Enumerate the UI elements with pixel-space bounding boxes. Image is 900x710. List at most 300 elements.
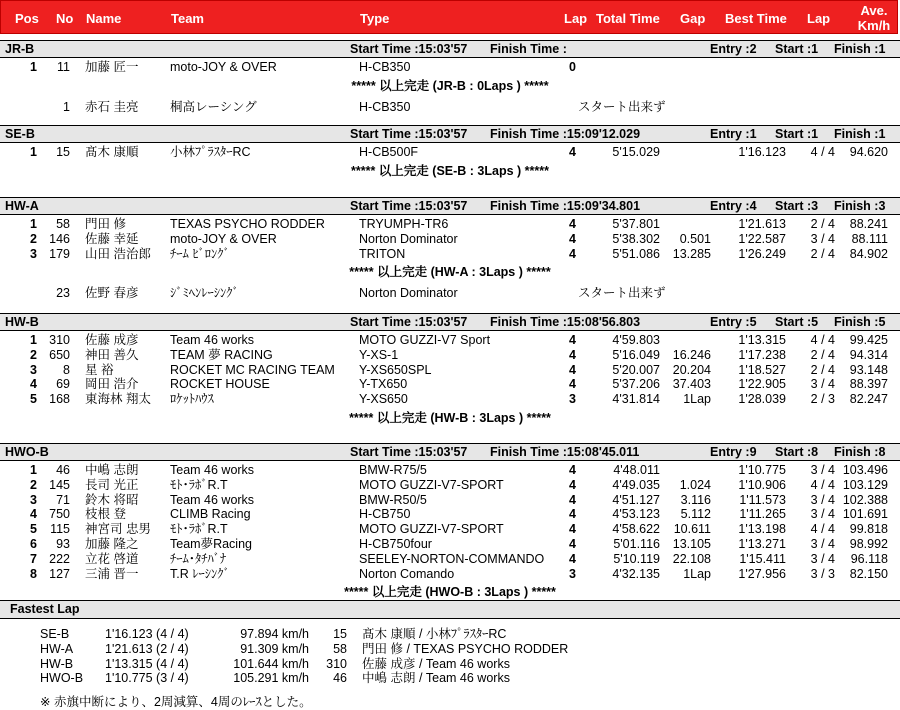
average-speed: 88.111 (851, 231, 888, 246)
class-name: HW-B (5, 315, 39, 329)
rider-name: 東海林 翔太 (85, 392, 151, 407)
pos: 1 (30, 217, 37, 231)
best-lap: 3 / 4 (810, 492, 835, 507)
laps: 4 (569, 333, 576, 347)
best-time: 1'22.587 (738, 231, 786, 246)
start-count: Start :1 (775, 42, 819, 56)
machine-type: Norton Dominator (359, 286, 458, 301)
rider-name: 星 裕 (85, 362, 114, 377)
best-time: 1'18.527 (738, 362, 786, 377)
result-row (0, 537, 900, 552)
col-ave: Ave. Km/h (857, 3, 891, 33)
class-name: HW-A (5, 199, 39, 213)
gap: 13.105 (672, 536, 711, 551)
result-row (0, 333, 900, 348)
no: 127 (49, 566, 70, 581)
gap: 37.403 (672, 377, 711, 392)
team: T.R ﾚｰｼﾝｸﾞ (170, 566, 230, 581)
rider-name: 山田 浩治郎 (85, 246, 151, 261)
fastest-lap-title: Fastest Lap (0, 600, 900, 619)
finished-summary-text: ***** 以上完走 (JR-B : 0Laps ) ***** (351, 78, 549, 93)
finished-summary-text: ***** 以上完走 (HW-B : 3Laps ) ***** (349, 410, 551, 425)
average-speed: 102.388 (842, 492, 888, 507)
average-speed: 88.397 (849, 377, 888, 392)
best-time: 1'13.271 (738, 536, 786, 551)
entry-count: Entry :4 (710, 199, 757, 213)
pos: 3 (30, 246, 37, 261)
laps: 4 (569, 536, 576, 551)
pos: 4 (30, 507, 37, 522)
laps: 4 (569, 347, 576, 362)
laps: 4 (569, 145, 576, 159)
laps: 4 (569, 377, 576, 392)
team: moto-JOY & OVER (170, 231, 277, 246)
total-time: 5'01.116 (613, 536, 660, 551)
gap: 1Lap (683, 566, 711, 581)
no: 58 (333, 641, 347, 656)
class-section (0, 40, 900, 115)
fastest-lap-row (0, 642, 900, 657)
total-time: 5'10.119 (613, 551, 660, 566)
no: 310 (326, 656, 347, 671)
best-time: 1'27.956 (738, 566, 786, 581)
pos: 5 (30, 522, 37, 537)
col-total-time: Total Time (596, 11, 660, 26)
gap: 16.246 (672, 347, 711, 362)
no: 179 (49, 246, 70, 261)
rider-name: 加藤 匠一 (85, 60, 139, 74)
average-speed: 98.992 (849, 536, 888, 551)
finish-count: Finish :1 (834, 42, 886, 56)
best-lap: 3 / 4 (810, 536, 835, 551)
result-row (0, 145, 900, 160)
best-time: 1'10.906 (738, 477, 786, 492)
finish-count: Finish :3 (834, 199, 886, 213)
result-row (0, 392, 900, 407)
total-time: 4'59.803 (612, 333, 660, 347)
total-time: 5'15.029 (612, 145, 660, 159)
total-time: 4'31.814 (612, 392, 660, 407)
entry-count: Entry :5 (710, 315, 757, 329)
class-header (0, 313, 900, 331)
laps: 0 (569, 60, 576, 74)
rider-name: 中嶋 志朗 (85, 463, 139, 477)
team: Team 46 works (170, 463, 255, 477)
result-row (0, 463, 900, 478)
status: スタート出来ず (578, 99, 666, 114)
gap: 1.024 (679, 477, 711, 492)
best-lap: 3 / 4 (810, 231, 835, 246)
rider-name: 髙木 康順 (85, 145, 139, 159)
best-time: 1'16.123 (738, 145, 786, 159)
best-lap: 2 / 4 (810, 347, 835, 362)
laps: 4 (569, 492, 576, 507)
pos: 1 (30, 60, 37, 74)
result-row (0, 348, 900, 363)
class-section (0, 197, 900, 301)
result-row (0, 522, 900, 537)
average-speed: 93.148 (849, 362, 888, 377)
col-lap: Lap (564, 11, 588, 26)
average-speed: 94.620 (849, 145, 888, 159)
rider-name: 佐野 春彦 (85, 286, 139, 301)
pos: 2 (30, 477, 37, 492)
class-header (0, 443, 900, 461)
gap: 10.611 (673, 522, 711, 537)
machine-type: Y-XS650 (359, 392, 408, 407)
no: 8 (63, 362, 70, 377)
pos: 8 (30, 566, 37, 581)
average-speed: 88.241 (849, 217, 888, 231)
best-time: 1'10.775 (738, 463, 786, 477)
rider-name: 立花 啓道 (85, 551, 139, 566)
best-lap: 3 / 4 (810, 463, 835, 477)
team: 小林ﾌﾟﾗｽﾀｰRC (170, 145, 251, 159)
col-team: Team (171, 11, 204, 26)
speed: 91.309 km/h (240, 641, 309, 656)
class-name: HWO-B (40, 671, 84, 686)
total-time: 5'37.206 (612, 377, 660, 392)
rider-name: 神田 善久 (85, 347, 139, 362)
finished-summary (0, 160, 900, 177)
class-section (0, 443, 900, 598)
total-time: 5'20.007 (612, 362, 660, 377)
laps: 4 (569, 551, 576, 566)
average-speed: 101.691 (842, 507, 888, 522)
finish-count: Finish :1 (834, 127, 886, 141)
average-speed: 84.902 (849, 246, 888, 261)
no: 168 (49, 392, 70, 407)
speed: 105.291 km/h (233, 671, 309, 686)
finish-time: Finish Time :15:09'12.029 (490, 127, 641, 141)
finish-time: Finish Time : (490, 42, 567, 56)
team: ﾓﾄ･ﾗﾎﾞR.T (170, 522, 228, 537)
finished-summary (0, 407, 900, 424)
laps: 4 (569, 507, 576, 522)
finish-time: Finish Time :15:09'34.801 (490, 199, 641, 213)
class-name: SE-B (5, 127, 35, 141)
dns-row (0, 286, 900, 301)
speed: 101.644 km/h (233, 656, 309, 671)
finished-summary (0, 581, 900, 598)
class-header (0, 125, 900, 143)
no: 310 (49, 333, 70, 347)
best-time: 1'26.249 (738, 246, 786, 261)
laps: 4 (569, 246, 576, 261)
best-lap: 2 / 4 (810, 246, 835, 261)
finished-summary (0, 261, 900, 278)
machine-type: H-CB750four (359, 536, 432, 551)
pos: 1 (30, 333, 37, 347)
fastest-lap-section (0, 600, 900, 686)
average-speed: 94.314 (849, 347, 888, 362)
finish-count: Finish :5 (834, 315, 886, 329)
entry-count: Entry :9 (710, 445, 757, 459)
laps: 3 (569, 392, 576, 407)
start-count: Start :1 (775, 127, 819, 141)
finished-summary-text: ***** 以上完走 (HWO-B : 3Laps ) ***** (344, 585, 556, 600)
no: 15 (333, 627, 347, 641)
machine-type: Y-XS650SPL (359, 362, 432, 377)
team: ﾛｹｯﾄﾊｳｽ (170, 392, 214, 407)
start-time: Start Time :15:03'57 (350, 42, 468, 56)
no: 1 (63, 99, 70, 114)
no: 115 (50, 522, 70, 537)
machine-type: MOTO GUZZI-V7 Sport (359, 333, 491, 347)
rider-name: 赤石 圭亮 (85, 99, 139, 114)
gap: 3.116 (680, 492, 711, 507)
average-speed: 103.129 (842, 477, 888, 492)
team: Team 46 works (170, 333, 255, 347)
average-speed: 82.247 (849, 392, 888, 407)
best-lap: 2 / 3 (810, 392, 835, 407)
results-header (0, 0, 898, 34)
finish-time: Finish Time :15:08'45.011 (490, 445, 640, 459)
machine-type: Norton Comando (359, 566, 455, 581)
no: 71 (56, 492, 70, 507)
lap-time: 1'21.613 (2 / 4) (105, 641, 189, 656)
start-time: Start Time :15:03'57 (350, 445, 468, 459)
gap: 5.112 (680, 507, 711, 522)
best-time: 1'28.039 (738, 392, 786, 407)
fastest-lap-row (0, 657, 900, 672)
pos: 6 (30, 536, 37, 551)
result-row (0, 217, 900, 232)
total-time: 4'32.135 (612, 566, 660, 581)
class-name: JR-B (5, 42, 35, 56)
pos: 3 (30, 492, 37, 507)
best-time: 1'17.238 (738, 347, 786, 362)
pos: 7 (30, 551, 37, 566)
finish-time: Finish Time :15:08'56.803 (490, 315, 641, 329)
status: スタート出来ず (578, 286, 666, 301)
total-time: 5'37.801 (612, 217, 660, 231)
pos: 1 (30, 145, 37, 159)
no: 58 (56, 217, 70, 231)
result-row (0, 552, 900, 567)
col-gap: Gap (680, 11, 706, 26)
pos: 3 (30, 362, 37, 377)
laps: 3 (569, 566, 576, 581)
best-time: 1'11.265 (739, 507, 786, 522)
team: 桐高レーシング (170, 99, 257, 114)
result-row (0, 363, 900, 378)
fastest-lap-row (0, 671, 900, 686)
result-row (0, 60, 900, 75)
entry-count: Entry :2 (710, 42, 757, 56)
best-time: 1'13.315 (738, 333, 786, 347)
total-time: 4'58.622 (612, 522, 660, 537)
speed: 97.894 km/h (240, 627, 309, 641)
gap: 0.501 (679, 231, 711, 246)
best-lap: 2 / 4 (810, 362, 835, 377)
finished-summary-text: ***** 以上完走 (HW-A : 3Laps ) ***** (349, 265, 551, 280)
no: 11 (57, 60, 70, 74)
team: TEXAS PSYCHO RODDER (170, 217, 325, 231)
class-section (0, 313, 900, 424)
machine-type: H-CB350 (359, 60, 411, 74)
start-time: Start Time :15:03'57 (350, 315, 468, 329)
machine-type: H-CB500F (359, 145, 419, 159)
pos: 5 (30, 392, 37, 407)
total-time: 4'51.127 (612, 492, 660, 507)
machine-type: Y-XS-1 (359, 347, 399, 362)
result-row (0, 493, 900, 508)
gap: 22.108 (672, 551, 711, 566)
total-time: 4'53.123 (612, 507, 660, 522)
col-pos: Pos (15, 11, 39, 26)
machine-type: BMW-R75/5 (359, 463, 427, 477)
class-name: HWO-B (5, 445, 49, 459)
total-time: 4'48.011 (613, 463, 660, 477)
class-name: SE-B (40, 627, 70, 641)
lap-time: 1'13.315 (4 / 4) (105, 656, 189, 671)
team: moto-JOY & OVER (170, 60, 277, 74)
team: Team夢Racing (170, 536, 252, 551)
best-time: 1'11.573 (739, 492, 786, 507)
best-lap: 2 / 4 (810, 217, 835, 231)
footnote: ※ 赤旗中断により、2周減算、4周のﾚｰｽとした。 (40, 695, 312, 709)
best-lap: 3 / 4 (810, 551, 835, 566)
no: 93 (56, 536, 70, 551)
pos: 1 (30, 463, 37, 477)
class-header (0, 197, 900, 215)
col-best-time: Best Time (725, 11, 787, 26)
no: 69 (56, 377, 70, 392)
finish-count: Finish :8 (834, 445, 886, 459)
average-speed: 103.496 (842, 463, 888, 477)
no: 650 (49, 347, 70, 362)
machine-type: MOTO GUZZI-V7-SPORT (359, 522, 504, 537)
finished-summary (0, 75, 900, 92)
entry-count: Entry :1 (710, 127, 757, 141)
team: ﾁｰﾑ ﾋﾞﾛﾝｸﾞ (170, 246, 230, 261)
team: ﾓﾄ･ﾗﾎﾞR.T (170, 477, 228, 492)
fastest-lap-row (0, 627, 900, 642)
no: 145 (49, 477, 70, 492)
no: 15 (56, 145, 70, 159)
class-section (0, 125, 900, 177)
average-speed: 99.425 (849, 333, 888, 347)
rider-name: 佐藤 幸延 (85, 231, 139, 246)
laps: 4 (569, 477, 576, 492)
no: 146 (49, 231, 70, 246)
no: 222 (49, 551, 70, 566)
average-speed: 96.118 (850, 551, 888, 566)
result-row (0, 247, 900, 262)
rider-name: 門田 修 (85, 217, 126, 231)
dns-row (0, 100, 900, 115)
start-time: Start Time :15:03'57 (350, 127, 468, 141)
team: ｼﾞﾐﾍﾝﾚｰｼﾝｸﾞ (170, 286, 239, 301)
no: 750 (49, 507, 70, 522)
total-time: 4'49.035 (612, 477, 660, 492)
finished-summary-text: ***** 以上完走 (SE-B : 3Laps ) ***** (351, 163, 549, 178)
machine-type: MOTO GUZZI-V7-SPORT (359, 477, 504, 492)
total-time: 5'51.086 (612, 246, 660, 261)
laps: 4 (569, 522, 576, 537)
best-time: 1'21.613 (738, 217, 786, 231)
col-no: No (56, 11, 74, 26)
team: ROCKET MC RACING TEAM (170, 362, 335, 377)
team: TEAM 夢 RACING (170, 347, 273, 362)
no: 46 (333, 671, 347, 686)
team: Team 46 works (170, 492, 255, 507)
machine-type: SEELEY-NORTON-COMMANDO (359, 551, 545, 566)
total-time: 5'38.302 (612, 231, 660, 246)
best-time: 1'22.905 (738, 377, 786, 392)
best-lap: 3 / 4 (810, 507, 835, 522)
result-row (0, 377, 900, 392)
start-count: Start :3 (775, 199, 819, 213)
class-header (0, 40, 900, 58)
machine-type: Y-TX650 (359, 377, 408, 392)
machine-type: TRITON (359, 246, 406, 261)
rider-name: 加藤 隆之 (85, 536, 139, 551)
result-row (0, 567, 900, 582)
rider-name: 三浦 晋一 (85, 566, 139, 581)
machine-type: Norton Dominator (359, 231, 458, 246)
best-lap: 4 / 4 (810, 333, 835, 347)
best-time: 1'13.198 (738, 522, 786, 537)
laps: 4 (569, 231, 576, 246)
start-count: Start :8 (775, 445, 819, 459)
lap-time: 1'10.775 (3 / 4) (105, 671, 189, 686)
start-count: Start :5 (775, 315, 819, 329)
result-row (0, 232, 900, 247)
class-name: HW-A (40, 641, 74, 656)
rider-name: 長司 光正 (85, 477, 139, 492)
result-row (0, 507, 900, 522)
rider-team: 中嶋 志朗 / Team 46 works (362, 671, 510, 686)
rider-team: 門田 修 / TEXAS PSYCHO RODDER (362, 641, 569, 656)
lap-time: 1'16.123 (4 / 4) (105, 627, 189, 641)
average-speed: 99.818 (849, 522, 888, 537)
gap: 13.285 (672, 246, 711, 261)
pos: 2 (30, 231, 37, 246)
rider-team: 佐藤 成彦 / Team 46 works (362, 656, 510, 671)
col-type: Type (360, 11, 390, 26)
best-lap: 3 / 3 (810, 566, 835, 581)
team: CLIMB Racing (170, 507, 251, 522)
class-name: HW-B (40, 656, 74, 671)
col-name: Name (86, 11, 122, 26)
start-time: Start Time :15:03'57 (350, 199, 468, 213)
rider-name: 神宮司 忠男 (85, 522, 151, 537)
best-time: 1'15.411 (739, 551, 786, 566)
rider-name: 岡田 浩介 (85, 377, 139, 392)
pos: 2 (30, 347, 37, 362)
laps: 4 (569, 463, 576, 477)
laps: 4 (569, 362, 576, 377)
machine-type: H-CB350 (359, 99, 411, 114)
best-lap: 4 / 4 (810, 145, 835, 159)
team: ROCKET HOUSE (170, 377, 270, 392)
machine-type: TRYUMPH-TR6 (359, 217, 449, 231)
gap: 1Lap (683, 392, 711, 407)
machine-type: BMW-R50/5 (359, 492, 427, 507)
team: ﾁｰﾑ･ﾀﾁﾊﾞﾅ (170, 551, 227, 566)
no: 23 (56, 286, 70, 301)
pos: 4 (30, 377, 37, 392)
machine-type: H-CB750 (359, 507, 411, 522)
total-time: 5'16.049 (612, 347, 660, 362)
no: 46 (56, 463, 70, 477)
result-row (0, 478, 900, 493)
rider-team: 髙木 康順 / 小林ﾌﾟﾗｽﾀｰRC (362, 627, 507, 641)
average-speed: 82.150 (849, 566, 888, 581)
best-lap: 4 / 4 (810, 477, 835, 492)
